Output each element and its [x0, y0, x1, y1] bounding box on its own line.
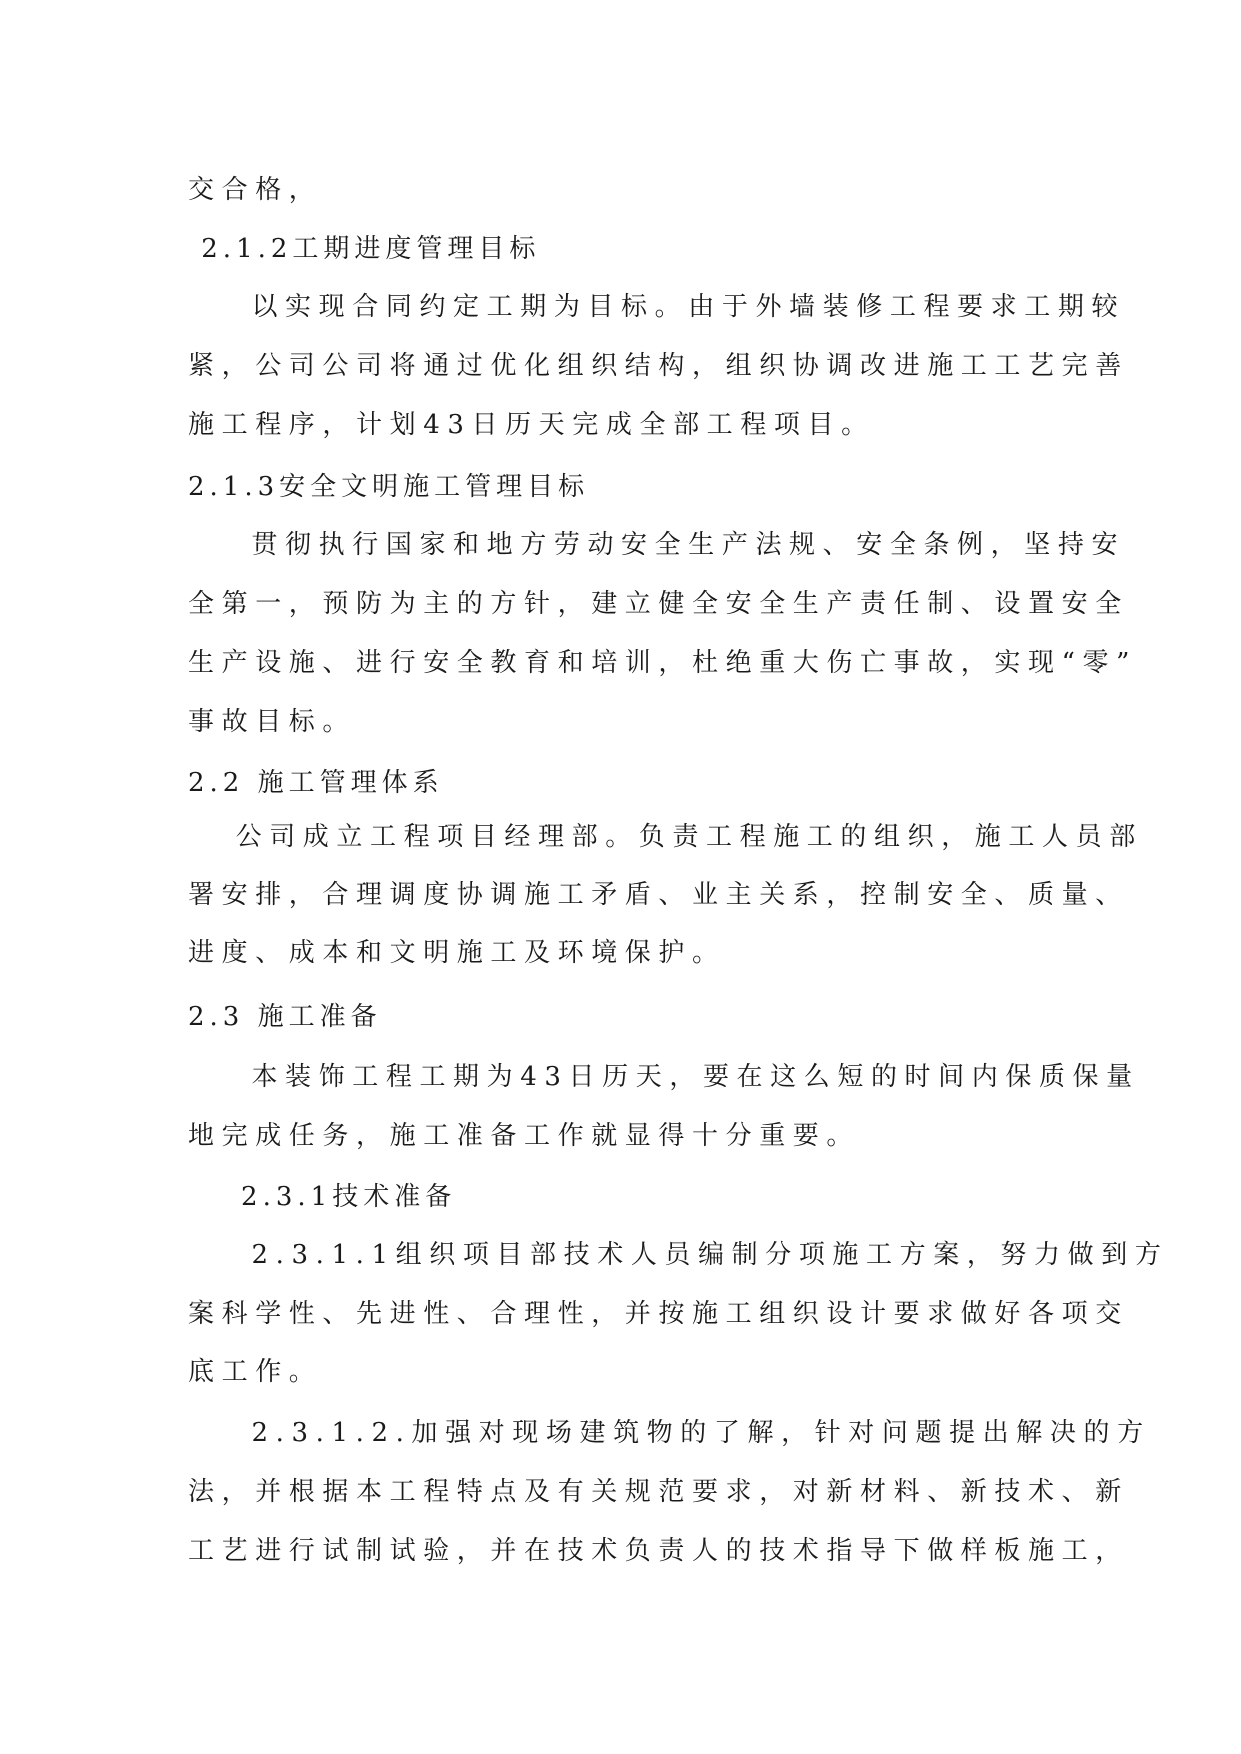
text-line: 贯彻执行国家和地方劳动安全生产法规、安全条例，坚持安 [188, 530, 1126, 560]
text-line: 紧，公司公司将通过优化组织结构，组织协调改进施工工艺完善 [188, 351, 1129, 381]
text-line: 2.3.1.1组织项目部技术人员编制分项施工方案，努力做到方 [188, 1240, 1169, 1270]
section-heading: 2.3 施工准备 [188, 1002, 382, 1032]
text-line: 工艺进行试制试验，并在技术负责人的技术指导下做样板施工， [188, 1536, 1129, 1566]
section-heading: 2.2 施工管理体系 [188, 768, 444, 798]
section-heading: 2.1.2工期进度管理目标 [188, 234, 541, 264]
text-line: 交合格， [188, 175, 323, 205]
section-heading: 2.3.1技术准备 [188, 1182, 457, 1212]
section-heading: 2.1.3安全文明施工管理目标 [188, 472, 590, 502]
text-line: 公司成立工程项目经理部。负责工程施工的组织，施工人员部 [188, 822, 1143, 852]
text-line: 施工程序，计划43日历天完成全部工程项目。 [188, 410, 875, 440]
text-line: 地完成任务，施工准备工作就显得十分重要。 [188, 1121, 861, 1151]
text-line: 生产设施、进行安全教育和培训，杜绝重大伤亡事故，实现“零” [188, 648, 1137, 678]
text-line: 事故目标。 [188, 707, 357, 737]
text-line: 以实现合同约定工期为目标。由于外墙装修工程要求工期较 [188, 292, 1126, 322]
text-line: 法，并根据本工程特点及有关规范要求，对新材料、新技术、新 [188, 1477, 1129, 1507]
text-line: 全第一，预防为主的方针，建立健全安全生产责任制、设置安全 [188, 589, 1129, 619]
text-line: 底工作。 [188, 1357, 323, 1387]
text-line: 2.3.1.2.加强对现场建筑物的了解，针对问题提出解决的方 [188, 1418, 1151, 1448]
text-line: 署安排，合理调度协调施工矛盾、业主关系，控制安全、质量、 [188, 880, 1129, 910]
text-line: 进度、成本和文明施工及环境保护。 [188, 938, 726, 968]
text-line: 本装饰工程工期为43日历天，要在这么短的时间内保质保量 [188, 1062, 1140, 1092]
text-line: 案科学性、先进性、合理性，并按施工组织设计要求做好各项交 [188, 1299, 1129, 1329]
